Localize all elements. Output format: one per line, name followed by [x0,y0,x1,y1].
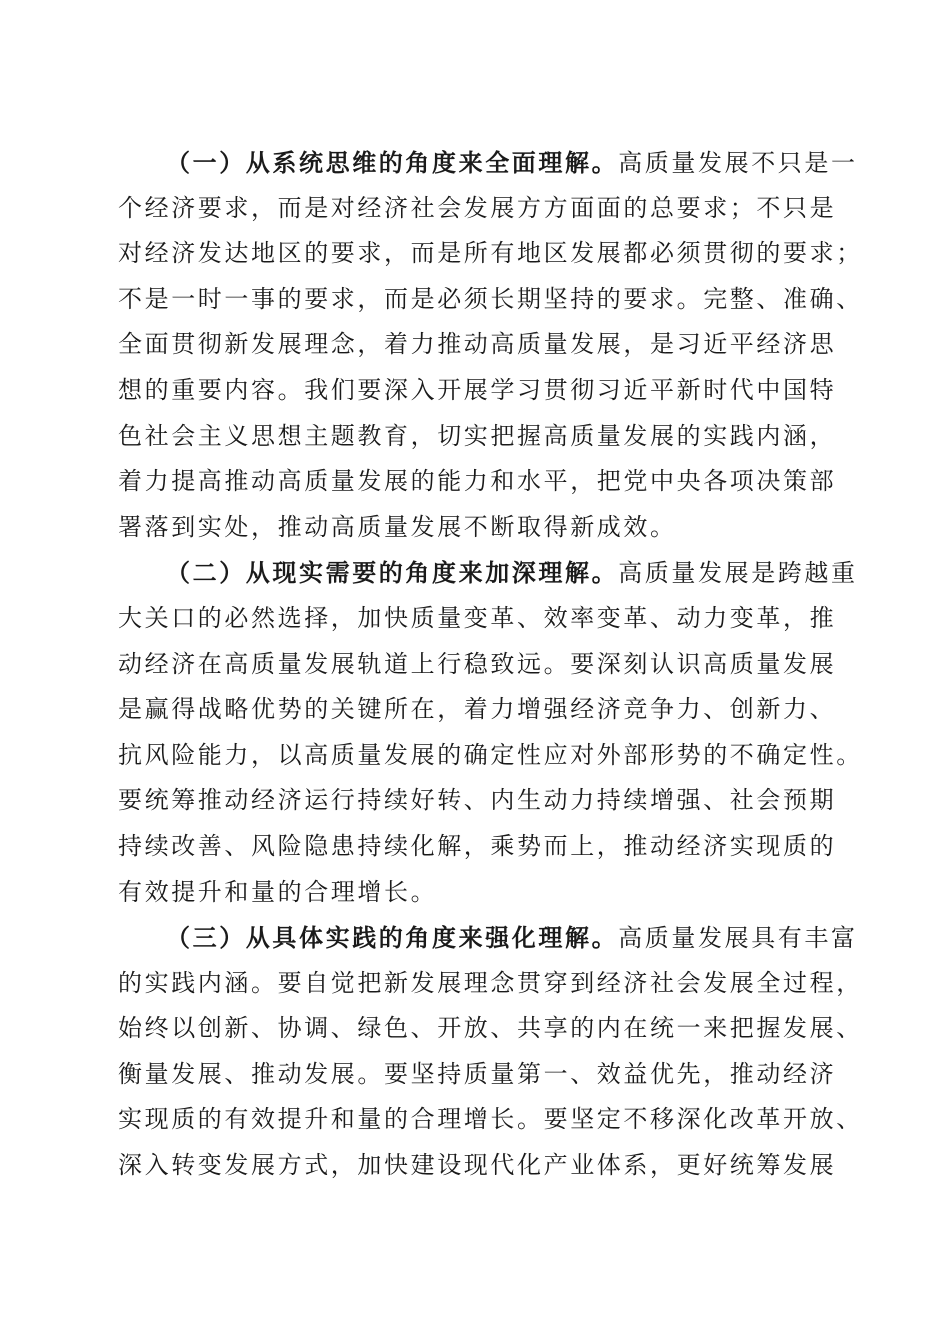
paragraph-line: 色社会主义思想主题教育，切实把握高质量发展的实践内涵， [118,421,837,450]
paragraph-1 [118,140,863,550]
paragraph-line: 大关口的必然选择，加快质量变革、效率变革、动力变革，推 [118,603,837,632]
paragraph-line: 不是一时一事的要求，而是必须长期坚持的要求。完整、准确、 [118,284,863,313]
paragraph-line: 衡量发展、推动发展。要坚持质量第一、效益优先，推动经济 [118,1059,837,1088]
paragraph-line [118,140,858,186]
paragraph-line: 个经济要求，而是对经济社会发展方方面面的总要求；不只是 [118,193,837,222]
paragraph-line: 实现质的有效提升和量的合理增长。要坚定不移深化改革开放、 [118,1105,863,1134]
paragraph-line [118,915,858,961]
paragraph-heading: （二）从现实需要的角度来加深理解。 [166,558,619,588]
paragraph-heading: （一）从系统思维的角度来全面理解。 [166,148,619,177]
paragraph-text: 高质量发展不只是一 [618,149,858,177]
paragraph-line: 要统筹推动经济运行持续好转、内生动力持续增强、社会预期 [118,786,837,815]
paragraph-line: 对经济发达地区的要求，而是所有地区发展都必须贯彻的要求； [118,239,863,268]
document-body [118,140,863,1189]
paragraph-2 [118,550,863,915]
paragraph-heading: （三）从具体实践的角度来强化理解。 [166,923,619,953]
paragraph-line: 持续改善、风险隐患持续化解，乘势而上，推动经济实现质的 [118,831,837,860]
paragraph-line [118,550,858,596]
paragraph-line: 全面贯彻新发展理念，着力推动高质量发展，是习近平经济思 [118,330,837,359]
paragraph-text: 高质量发展具有丰富 [618,924,858,953]
paragraph-line: 动经济在高质量发展轨道上行稳致远。要深刻认识高质量发展 [118,649,837,678]
paragraph-text: 高质量发展是跨越重 [618,559,858,588]
paragraph-line: 的实践内涵。要自觉把新发展理念贯穿到经济社会发展全过程， [118,968,863,997]
paragraph-line: 深入转变发展方式，加快建设现代化产业体系，更好统筹发展 [118,1151,837,1180]
paragraph-line: 是赢得战略优势的关键所在，着力增强经济竞争力、创新力、 [118,695,837,724]
paragraph-line: 着力提高推动高质量发展的能力和水平，把党中央各项决策部 [118,467,837,496]
paragraph-line: 抗风险能力，以高质量发展的确定性应对外部形势的不确定性。 [118,740,863,769]
paragraph-line: 始终以创新、协调、绿色、开放、共享的内在统一来把握发展、 [118,1014,863,1043]
paragraph-line: 想的重要内容。我们要深入开展学习贯彻习近平新时代中国特 [118,375,837,404]
paragraph-line: 有效提升和量的合理增长。 [118,877,438,906]
paragraph-line: 署落到实处，推动高质量发展不断取得新成效。 [118,512,677,541]
paragraph-3 [118,915,863,1189]
